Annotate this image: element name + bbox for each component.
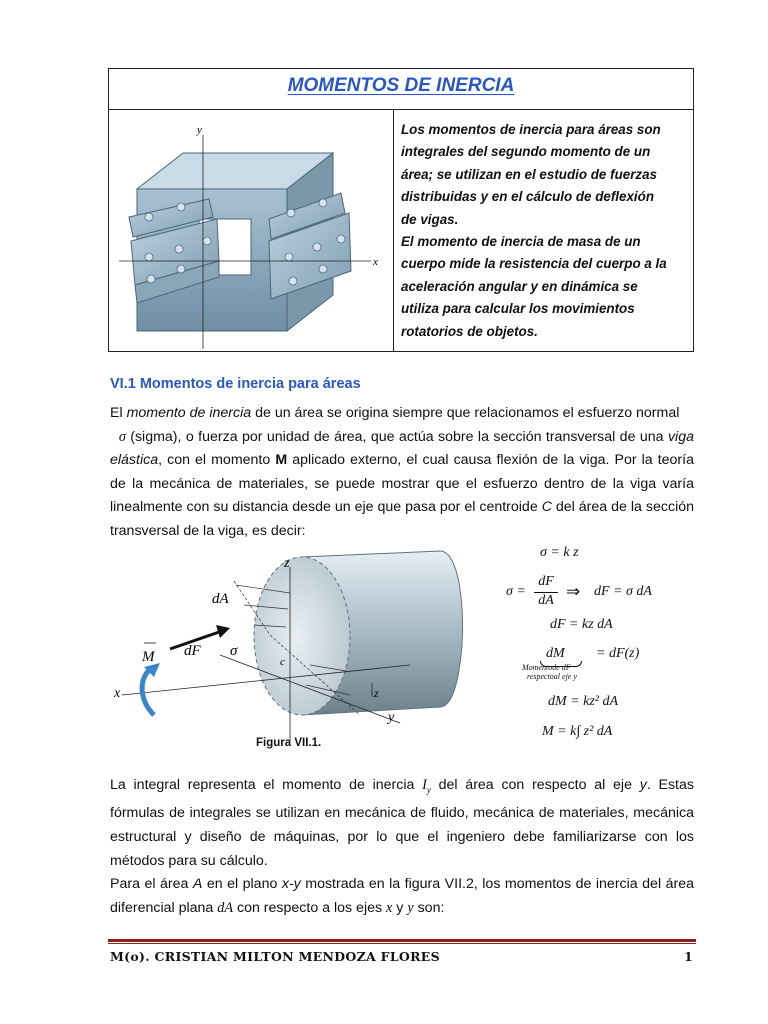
text: del área con respecto al eje [430,777,640,793]
section-heading: VI.1 Momentos de inercia para áreas [110,376,361,392]
implies-arrow: ⇒ [566,582,581,601]
equation-dM-lhs: dM [546,646,565,661]
text: El [110,405,127,421]
intro-row [109,109,693,351]
footer-author: M(o). CRISTIAN MILTON MENDOZA FLORES [110,949,440,964]
text: son: [413,899,445,916]
fig-label-M: M [142,649,155,665]
text: y [392,899,408,916]
text: aplicado externo, el cual causa flexión de la viga. Por la teoría de la mecánica de materiales, se puede mostrar que el esfuerzo dentro de la viga varía linealmente con su distancia desde un eje que pasa por el centroide [110,452,694,516]
fig-label-c: c [280,656,285,668]
equation-fraction-den: dA [538,593,554,608]
y-symbol: y [407,899,414,916]
equation-dF-kz-dA: dF = kz dA [550,617,613,632]
intro-line: El momento de inercia de masa de un [401,234,641,250]
intro-line: distribuidas y en el cálculo de deflexión [401,189,655,205]
Iy-symbol [422,777,431,793]
x-axis-label: x [373,256,378,268]
fig-label-z: z [284,556,290,571]
text: La integral representa el momento de inercia [110,777,423,793]
paragraph-2 [110,774,694,873]
fig-label-x: x [114,686,121,701]
text: mostrada en la figura VII.2, los momentos de inercia del área diferencial plana [110,876,694,916]
equation-sigma-lhs: σ = [506,584,526,599]
intro-line: área; se utilizan en el estudio de fuerzas [401,166,657,182]
steel-beam-illustration [109,109,393,352]
intro-text [401,119,685,343]
text: Para el área [110,876,193,892]
text: en el plano [202,876,282,892]
plane-xy: x-y [281,876,301,892]
y-subscript: y [426,784,431,795]
equation-dM-note-2: respectoal eje y [527,672,577,681]
title-row [109,69,693,110]
equation-dM-kz2-dA: dM = kz² dA [548,694,619,709]
intro-line: utiliza para calcular los movimientos [401,301,635,317]
equation-M-integral: M = k∫ z² dA [542,724,613,739]
x-symbol: x [386,899,393,916]
fig-label-sigma: σ [230,643,238,659]
intro-line: cuerpo mide la resistencia del cuerpo a la [401,256,667,272]
paragraph-3 [110,873,694,920]
beam-cross-section-figure [109,109,394,351]
intro-line: aceleración angular y en dinámica se [401,278,638,294]
term-momento-de-inercia: momento de inercia [126,405,252,421]
beam-bending-illustration [110,545,480,745]
text: de un área se origina siempre que relacionamos el esfuerzo normal [251,405,680,421]
text: con respecto a los ejes [233,899,387,916]
centroid-C: C [541,499,552,516]
I-symbol: I [422,777,427,793]
equation-sigma-kz: σ = k z [540,545,579,560]
sigma-symbol: σ [118,428,126,445]
equation-dM-note-1: Momentode dF [522,663,571,672]
dA-symbol: dA [217,899,234,916]
text: del área de la sección transversal de la viga, es decir: [110,499,695,539]
text: , con el momento [158,452,276,469]
intro-line: Los momentos de inercia para áreas son [401,122,661,137]
intro-table [108,68,694,352]
intro-line: de vigas. [401,211,459,227]
intro-line: integrales del segundo momento de un [401,144,651,160]
fig-label-dF: dF [184,643,201,659]
fig-label-z2: z [374,686,379,700]
intro-line: rotatorios de objetos. [401,323,538,339]
footer-rule-thin [108,943,696,944]
footer-rule-thick [108,939,696,942]
area-A: A [192,876,203,892]
fig-label-y: y [388,710,395,725]
axis-y: y [639,777,647,793]
fig-label-dA: dA [212,591,229,607]
moment-M: M [275,452,288,469]
y-axis-label: y [197,124,202,136]
text: (sigma), o fuerza por unidad de área, que actúa sobre la sección transversal de una [125,428,668,445]
page-title: MOMENTOS DE INERCIA [287,75,515,96]
equation-fraction-num: dF [538,574,554,589]
term-viga-elastica: viga elástica [110,428,694,469]
figure-caption: Figura VII.1. [256,737,322,749]
equation-dM-rhs: = dF(z) [596,646,640,661]
equation-dF-sigma-dA: dF = σ dA [594,584,652,599]
text: . Estas fórmulas de integrales se utilizan en mecánica de fluido, mecánica de materiales, mecánica estructural y diseño de máquinas, por lo que el ingeniero debe familiarizarse con los métodos para su cálculo. [110,777,694,869]
page-number: 1 [684,949,693,964]
paragraph-1 [110,402,694,544]
figure-vii-1 [110,545,480,745]
